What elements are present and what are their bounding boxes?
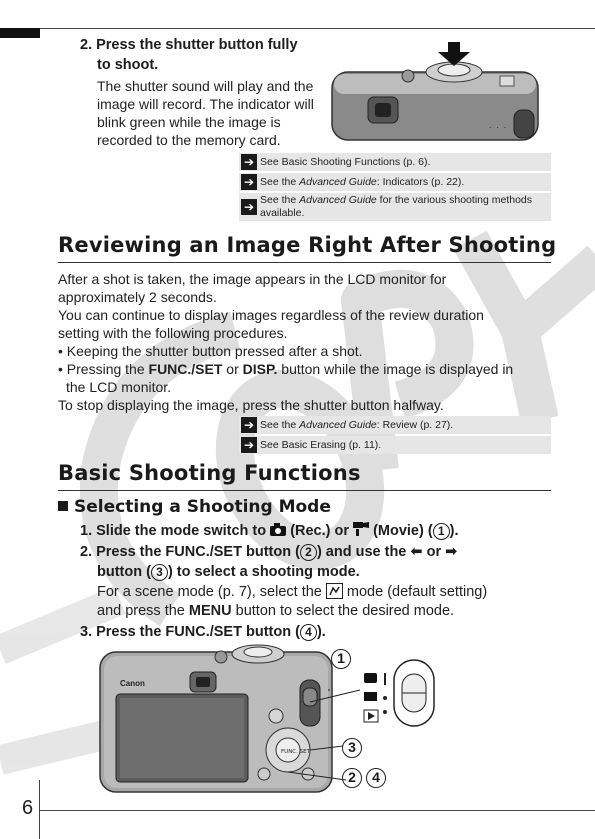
camera-back-illustration	[98, 640, 438, 795]
paragraph-line: You can continue to display images regardless of the review duration	[58, 307, 484, 323]
paragraph-line: To stop displaying the image, press the shutter button halfway.	[58, 397, 444, 413]
step2: 2. Press the FUNC./SET button ( 2 ) and use the ⬅ or ➡	[80, 544, 458, 560]
arrow-right-icon: ➔	[241, 417, 257, 433]
bullet-item-continued: the LCD monitor.	[66, 379, 172, 395]
reference-text: See the Advanced Guide: Indicators (p. 22).	[260, 175, 465, 188]
arrow-right-icon: ➔	[241, 174, 257, 190]
circled-number: 1	[433, 523, 450, 540]
reference-note	[239, 153, 551, 171]
circled-number: 2	[300, 544, 317, 561]
reference-note	[239, 193, 551, 221]
camera-brand: Canon	[120, 679, 145, 688]
reference-note	[239, 436, 551, 454]
callout-1: 1	[331, 649, 351, 669]
movie-icon	[353, 522, 369, 536]
step2-title-line2: to shoot.	[97, 57, 159, 73]
step1: 1. Slide the mode switch to (Rec.) or (Movie) ( 1 ).	[80, 523, 459, 539]
bullet-item: • Keeping the shutter button pressed after a shot.	[58, 343, 363, 359]
reference-note	[239, 173, 551, 191]
callout-4: 4	[366, 768, 386, 788]
callout-3: 3	[342, 738, 362, 758]
page-number: 6	[22, 797, 34, 819]
step2-body-line: image will record. The indicator will	[97, 96, 314, 112]
right-arrow-icon: ➡	[445, 544, 458, 560]
svg-text:˙ ˙ ˙: ˙ ˙ ˙	[488, 127, 508, 137]
circled-number: 3	[151, 564, 168, 581]
reference-text: See the Advanced Guide for the various shooting methods available.	[260, 194, 533, 219]
bullet-item: • Pressing the FUNC./SET or DISP. button while the image is displayed in	[58, 361, 514, 377]
subsection-title: Selecting a Shooting Mode	[58, 497, 331, 517]
paragraph-line: After a shot is taken, the image appears in the LCD monitor for	[58, 271, 447, 287]
step2-title-line1: 2. Press the shutter button fully	[80, 37, 298, 53]
section-title-reviewing: Reviewing an Image Right After Shooting	[58, 233, 557, 257]
reference-text: See the Advanced Guide: Review (p. 27).	[260, 418, 454, 431]
step2-line2: button ( 3 ) to select a shooting mode.	[97, 564, 360, 580]
step2-body-line: blink green while the image is	[97, 114, 281, 130]
section-rule	[58, 262, 551, 263]
camera-top-illustration	[328, 42, 540, 142]
section-rule	[58, 490, 551, 491]
reference-note	[239, 416, 551, 434]
header-rule	[40, 28, 595, 29]
circled-number: 4	[300, 624, 317, 641]
paragraph-line: setting with the following procedures.	[58, 325, 288, 341]
step2-body	[97, 77, 314, 149]
step2-body-line: recorded to the memory card.	[97, 132, 281, 148]
section-title-basic-shooting: Basic Shooting Functions	[58, 461, 361, 485]
callout-2: 2	[342, 768, 362, 788]
reference-text: See Basic Shooting Functions (p. 6).	[260, 155, 431, 168]
func-label: FUNC. SET	[281, 749, 310, 755]
header-tab	[0, 28, 40, 38]
step2-detail: For a scene mode (p. 7), select the mode (default setting) and press the MENU button to select the desired mode.	[97, 584, 488, 619]
step3: 3. Press the FUNC./SET button ( 4 ).	[80, 624, 326, 640]
scene-mode-icon	[326, 583, 343, 599]
footer-rule	[40, 810, 595, 811]
arrow-right-icon: ➔	[241, 154, 257, 170]
arrow-right-icon: ➔	[241, 199, 257, 215]
arrow-right-icon: ➔	[241, 437, 257, 453]
left-arrow-icon: ⬅	[410, 544, 423, 560]
section1-body	[58, 270, 558, 414]
camera-icon	[270, 523, 286, 536]
square-bullet-icon	[58, 501, 68, 511]
paragraph-line: approximately 2 seconds.	[58, 289, 217, 305]
reference-text: See Basic Erasing (p. 11).	[260, 438, 382, 451]
step2-body-line: The shutter sound will play and the	[97, 78, 314, 94]
